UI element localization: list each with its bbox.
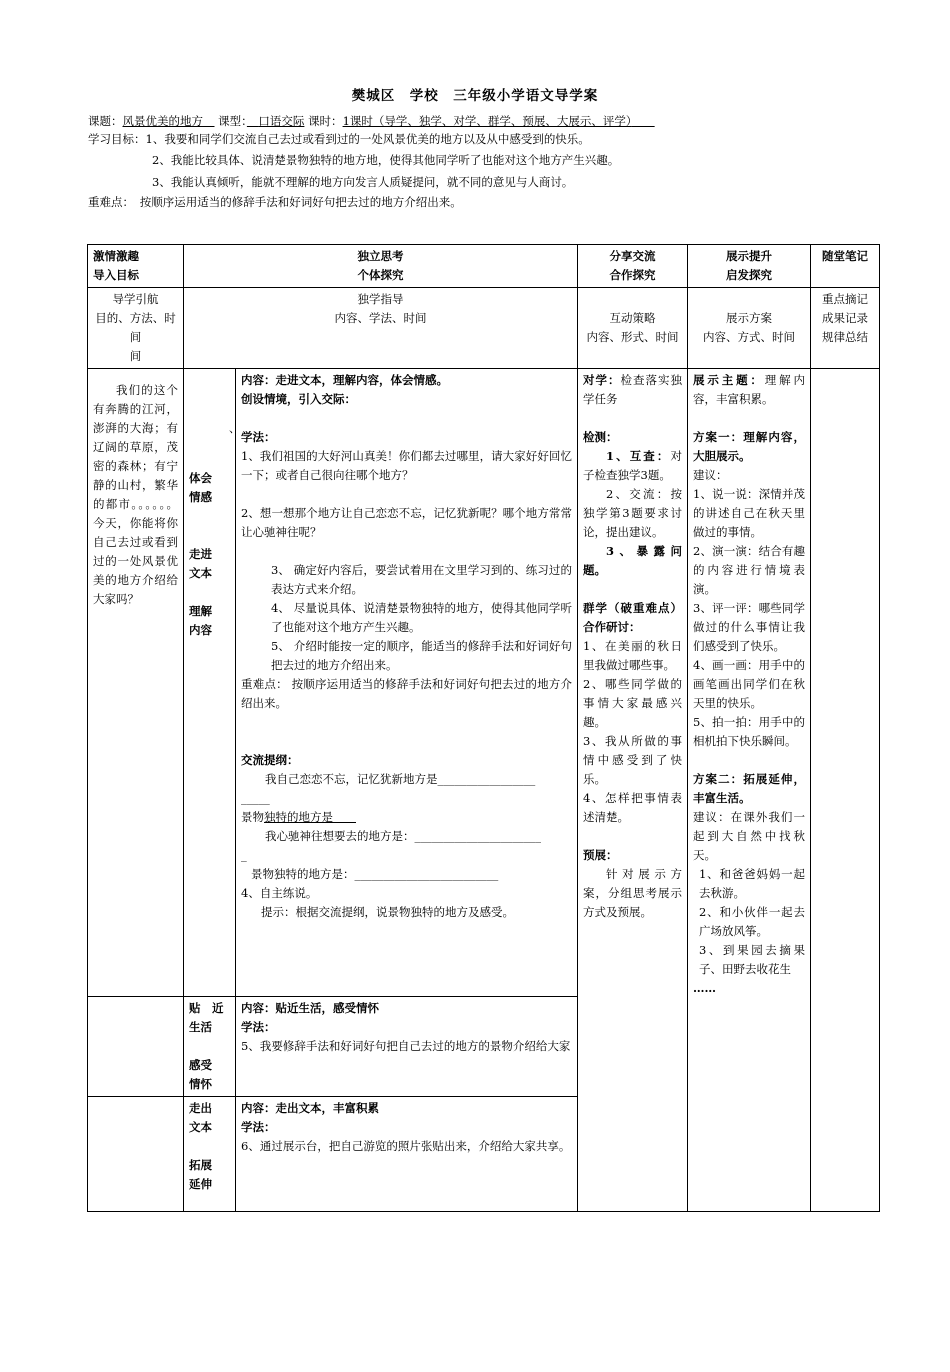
- header-col1: 激情激趣 导入目标: [88, 245, 184, 288]
- goal-2: 2、我能比较具体、说清楚景物独特的地方地，使得其他同学听了也能对这个地方产生兴趣。: [152, 153, 620, 167]
- subheader-col5: 重点摘记 成果记录 规律总结: [811, 288, 880, 369]
- section1-content: 内容：走进文本，理解内容，体会情感。 创设情境，引入交际： 学法： 1、我们祖国的大好河山真美！你们都去过哪里，请大家好好回忆一下；或者自己很向往哪个地方？ 2、想一想那个地方让自己恋恋不忘，记忆犹新呢？哪个地方常常让心驰神往呢？ 3、 确定好内容后，要尝试着用在文里学习到的、练习过的表达方式来介绍。 4、 尽量说具体、说清楚景物独特的地方，使得其他同学听了也能对这个地方产生兴趣。 5、 介绍时能按一定的顺序，能适当的修辞手法和好词好句把去过的地方介绍出来。 重难点： 按顺序运用适当的修辞手法和好词好句把去过的地方介绍出来。 交流提纲： 我自己恋恋不忘，记忆犹新地方是_________________ _____ 景物独特的地方是 我心驰神往想要去的地方是：______________________ _ 景物独特的地方是：_________________________ 4、自主练说。 提示：根据交流提纲，说景物独特的地方及感受。: [236, 369, 578, 997]
- goal-1: 学习目标：1、我要和同学们交流自己去过或看到过的一处风景优美的地方以及从中感受到的快乐。: [88, 132, 590, 146]
- section3-content: 内容：走出文本，丰富积累 学法： 6、通过展示台，把自己游览的照片张贴出来，介绍给大家共享。: [236, 1097, 578, 1212]
- goal-3: 3、我能认真倾听，能就不理解的地方向发言人质疑提问，就不同的意见与人商讨。: [152, 175, 574, 189]
- page-title: 樊城区 学校 三年级小学语文导学案: [351, 88, 599, 104]
- section1-labels: 体会 情感 走进 文本 理解 内容: [184, 369, 236, 997]
- goals-label: 学习目标：: [88, 132, 146, 146]
- section2-blank: [88, 997, 184, 1097]
- section3-blank: [88, 1097, 184, 1212]
- header-col4: 展示提升 启发探究: [688, 245, 811, 288]
- show-column: 展示主题：理解内容，丰富积累。 方案一：理解内容，大胆展示。 建议： 1、说一说：深情并茂的讲述自己在秋天里做过的事情。 2、演一演：结合有趣的内容进行情境表演。 3、评一评：哪些同学做过的什么事情让我们感受到了快乐。 4、画一画：用手中的画笔画出同学们在秋天里的快乐。 5、拍一拍：用手中的相机拍下快乐瞬间。 方案二：拓展延伸，丰富生活。 建议：在课外我们一起到大自然中找秋天。 1、和爸爸妈妈一起去秋游。 2、和小伙伴一起去广场放风筝。 3、到果园去摘果子、田野去收花生 ……: [688, 369, 811, 1212]
- subheader-row: [88, 288, 880, 369]
- type-label: 课型：: [218, 114, 247, 128]
- section2-content: 内容：贴近生活，感受情怀 学法： 5、我要修辞手法和好词好句把自己去过的地方的景物介绍给大家: [236, 997, 578, 1097]
- type-value: 口语交际: [258, 114, 305, 128]
- header-col2: 独立思考 个体探究: [184, 245, 578, 288]
- section3-labels: 走出 文本 拓展 延伸: [184, 1097, 236, 1212]
- intro-text: 我们的这个有奔腾的江河，澎湃的大海；有辽阔的草原，茂密的森林；有宁静的山村，繁华的都市。。。。。。今天，你能将你自己去过或看到过的一处风景优美的地方介绍给大家吗？: [88, 369, 184, 997]
- subheader-col2: 独学指导 内容、学法、时间: [184, 288, 578, 369]
- subheader-col4: 展示方案 内容、方式、时间: [688, 288, 811, 369]
- difficulty: 重难点： 按顺序运用适当的修辞手法和好词好句把去过的地方介绍出来。: [88, 195, 462, 209]
- section2-labels: 贴 近 生活 感受 情怀: [184, 997, 236, 1097]
- header-row: [88, 245, 880, 288]
- hours-label: 课时：: [308, 114, 343, 128]
- lesson-info: [88, 113, 655, 129]
- lesson-table: [87, 244, 880, 1212]
- subheader-col3: 互动策略 内容、形式、时间: [578, 288, 688, 369]
- hours-value: 1课时（导学、独学、对学、群学、预展、大展示、评学）: [342, 114, 632, 128]
- subheader-col1: 导学引航 目的、方法、时间 间: [88, 288, 184, 369]
- topic-label: 课题：: [88, 114, 123, 128]
- share-column: 对学：检查落实独学任务 检测： 1、互查：对子检查独学3题。 2、交流：按独学第3题要求讨论，提出建议。 3、暴露问题。 群学（破重难点）合作研讨： 1、在美丽的秋日里我做过哪些事。 2、哪些同学做的事情大家最感兴趣。 3、我从所做的事情中感受到了快乐。 4、怎样把事情表述清楚。 预展： 针对展示方案，分组思考展示方式及预展。: [578, 369, 688, 1212]
- stray-mark: 、: [229, 422, 240, 435]
- notes-column: [811, 369, 880, 1212]
- section1-row: [88, 369, 880, 997]
- topic-value: 风景优美的地方: [122, 114, 203, 128]
- header-col5: 随堂笔记: [811, 245, 880, 288]
- header-col3: 分享交流 合作探究: [578, 245, 688, 288]
